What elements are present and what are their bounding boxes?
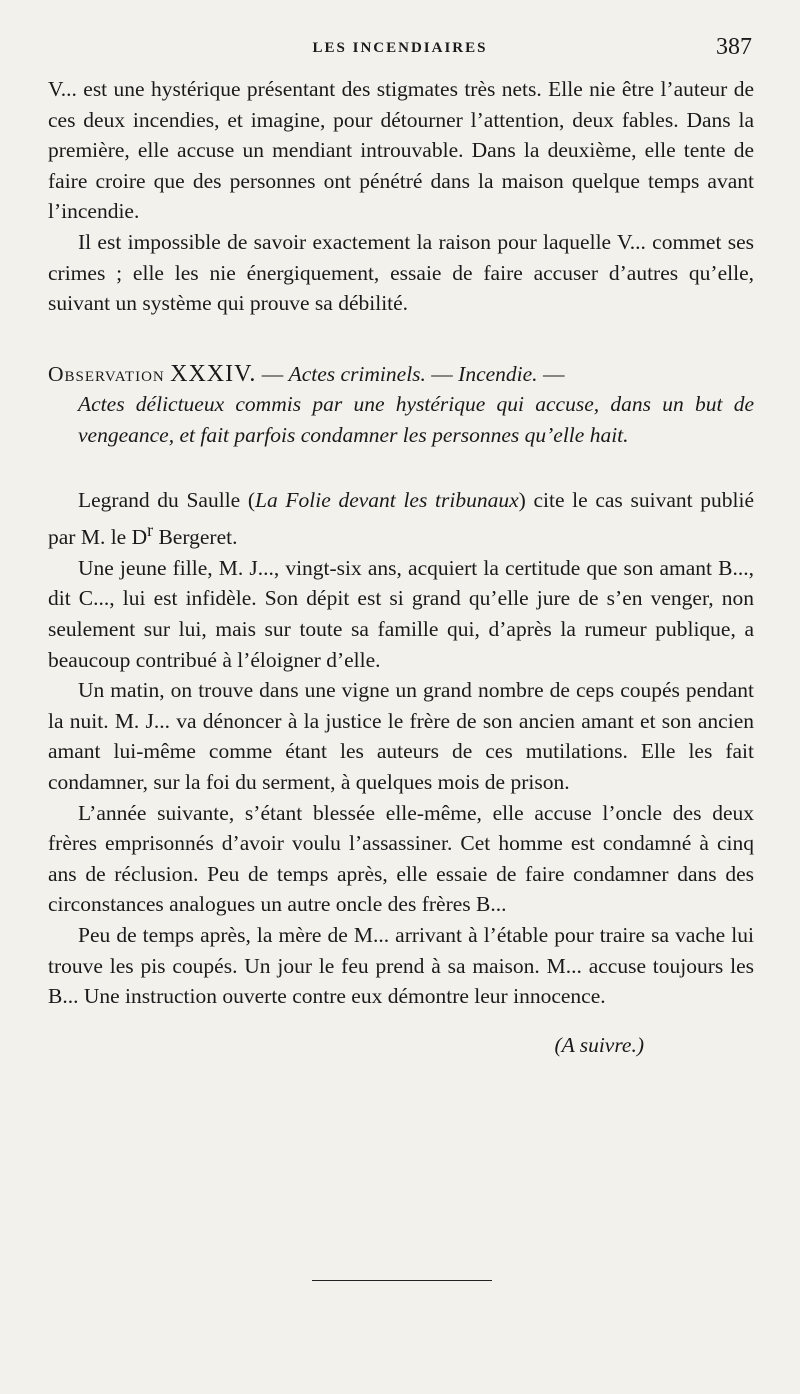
- observation-part-1: Actes criminels.: [288, 361, 426, 386]
- p4-text-a: Legrand du Saulle (: [78, 487, 256, 512]
- paragraph-7: L’année suivante, s’étant blessée elle-même, elle accuse l’oncle des deux frères emprisonnés d’avoir voulu l’assassiner. Cet homme est condamné à cinq ans de réclusion. Peu de temps après, elle essaie de faire condamner dans des circonstances analogues un autre oncle des frères B...: [48, 800, 754, 917]
- paragraph-1: V... est une hystérique présentant des stigmates très nets. Elle nie être l’auteur de ces deux incendies, et imagine, pour détourner l’attention, deux fables. Dans la première, elle accuse un mendiant introuvable. Dans la deuxième, elle tente de faire croire que des personnes ont pénétré dans la maison quelque temps avant l’incendie.: [48, 77, 754, 224]
- paragraph-5: Une jeune fille, M. J..., vingt-six ans, acquiert la certitude que son amant B..., dit C..., lui est infidèle. Son dépit est si grand qu’elle jure de s’en venger, non seulement sur lui, mais sur toute sa famille qui, d’après la rumeur publique, a beaucoup contribué à l’éloigner d’elle.: [48, 555, 754, 672]
- observation-part-2: Incendie.: [458, 361, 538, 386]
- page-number: 387: [716, 34, 752, 60]
- to-be-continued-text: (A suivre.): [554, 1032, 644, 1057]
- p4-text-c: Bergeret.: [153, 525, 238, 550]
- paragraph-6: Un matin, on trouve dans une vigne un grand nombre de ceps coupés pendant la nuit. M. J... va dénoncer à la justice le frère de son ancien amant et son ancien amant lui-même comme étant les auteurs de ces mutilations. Elle les fait condamner, sur la foi du serment, à quelques mois de prison.: [48, 678, 754, 795]
- paragraph-8: Peu de temps après, la mère de M... arrivant à l’étable pour traire sa vache lui trouve les pis coupés. Un jour le feu prend à sa maison. M... accuse toujours les B... Une instruction ouverte contre eux démontre leur innocence.: [48, 923, 754, 1009]
- observation-dash-1: —: [256, 361, 289, 386]
- running-title: LES INCENDIAIRES: [312, 40, 488, 56]
- observation-number: XXXIV.: [170, 360, 257, 387]
- cited-book-title: La Folie devant les tribunaux: [255, 487, 519, 512]
- body-text: [48, 74, 754, 1060]
- observation-subtitle-text: Actes délictueux commis par une hystérique qui accuse, dans un but de vengeance, et fait parfois condamner les personnes qu’elle hait.: [78, 392, 754, 447]
- observation-dash-2: —: [425, 361, 459, 386]
- observation-subtitle: [48, 389, 754, 450]
- page-header: [48, 34, 752, 74]
- observation-dash-3: —: [537, 361, 565, 386]
- observation-heading: [48, 359, 754, 390]
- observation-label: Observation: [48, 361, 165, 386]
- paragraph-4: [48, 485, 754, 553]
- paragraph-2: Il est impossible de savoir exactement la raison pour laquelle V... commet ses crimes ; elle les nie énergiquement, essaie de faire accuser d’autres qu’elle, suivant un système qui prouve sa débilité.: [48, 229, 754, 316]
- p4-text-b: ) cite le cas suivant publié par M. le D: [48, 487, 754, 550]
- footnote-rule: [312, 1280, 492, 1281]
- to-be-continued: [48, 1030, 754, 1061]
- p4-superscript: r: [147, 520, 154, 541]
